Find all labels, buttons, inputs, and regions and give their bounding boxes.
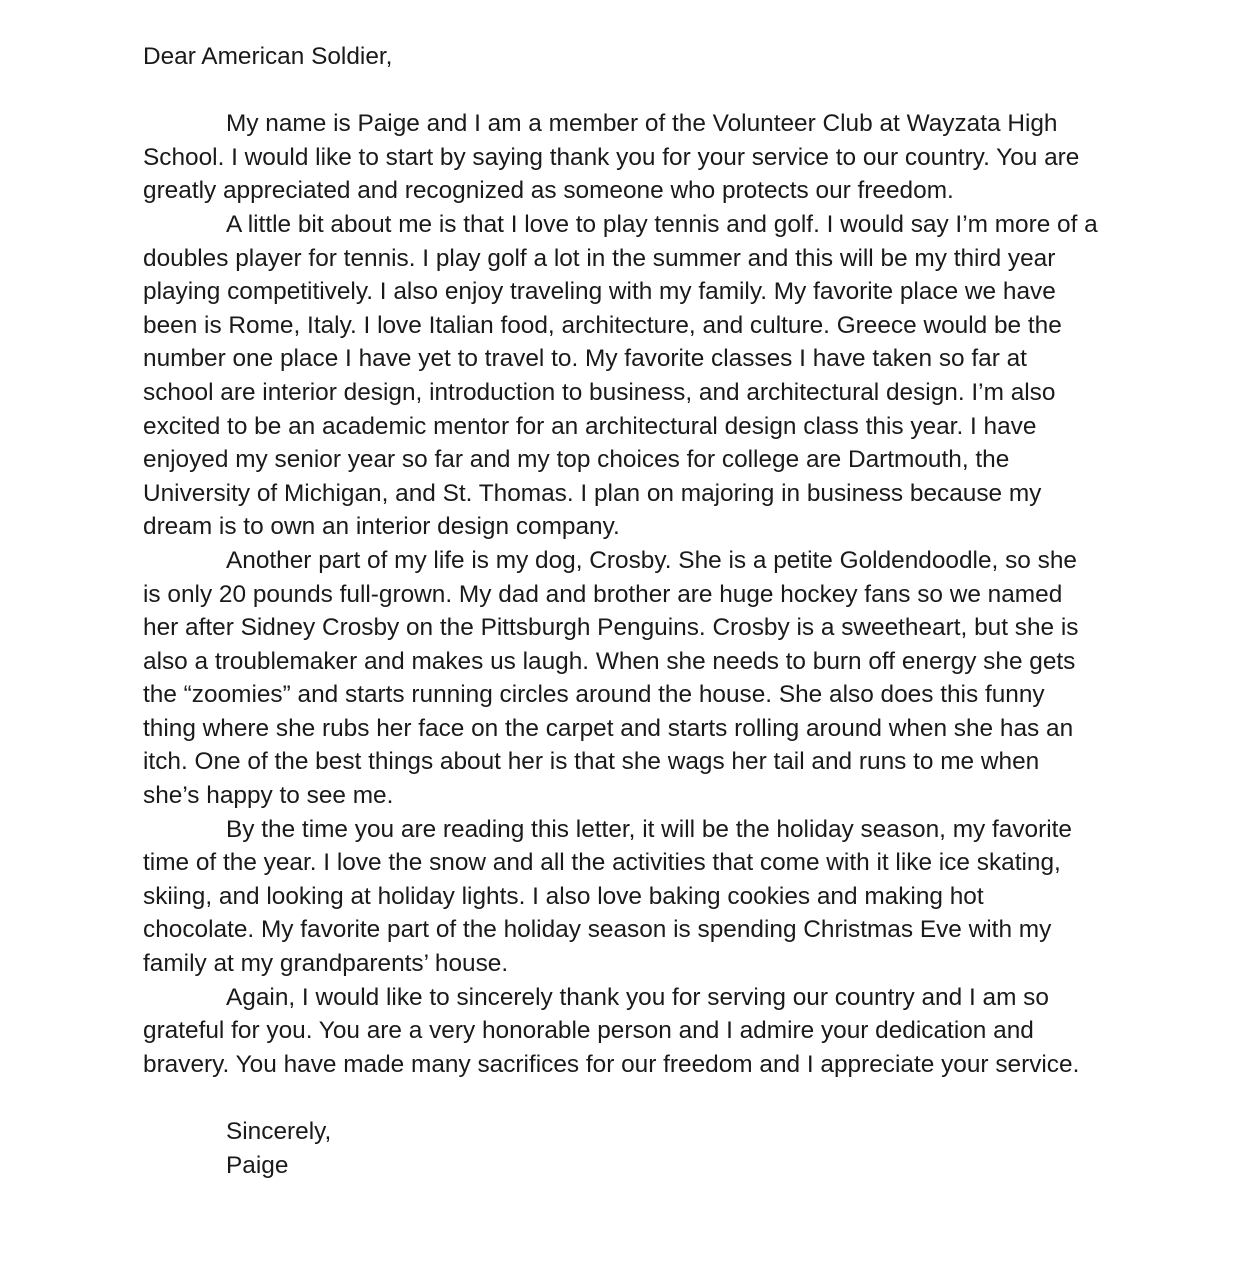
salutation: Dear American Soldier,	[143, 43, 393, 70]
paragraph-dog: Another part of my life is my dog, Crosby. She is a petite Goldendoodle, so she is only 20 pounds full-grown. My dad and brother are huge hockey fans so we named her after Sidney Crosby on the Pittsburgh Penguins. Crosby is a sweetheart, but she is also a troublemaker and makes us laugh. When she needs to burn off energy she gets the “zoomies” and starts running circles around the house. She also does this funny thing where she rubs her face on the carpet and starts rolling around when she has an itch. One of the best things about her is that she wags her tail and runs to me when she’s happy to see me.	[143, 546, 1079, 810]
paragraph-holidays: By the time you are reading this letter, it will be the holiday season, my favorite time of the year. I love the snow and all the activities that come with it like ice skating, skiing, and looking at holiday lights. I also love baking cookies and making hot chocolate. My favorite part of the holiday season is spending Christmas Eve with my family at my grandparents’ house.	[143, 815, 1072, 978]
letter-page	[143, 40, 1099, 1182]
paragraph-introduction: My name is Paige and I am a member of the Volunteer Club at Wayzata High School. I would like to start by saying thank you for your service to our country. You are greatly appreciated and recognized as someone who protects our freedom.	[143, 110, 1080, 205]
letter-closing	[143, 1115, 1099, 1182]
signature-name: Paige	[226, 1151, 289, 1179]
closing-phrase: Sincerely,	[226, 1118, 332, 1145]
paragraph-about-me: A little bit about me is that I love to play tennis and golf. I would say I’m more of a doubles player for tennis. I play golf a lot in the summer and this will be my third year playing competitively. I also enjoy traveling with my family. My favorite place we have been is Rome, Italy. I love Italian food, architecture, and culture. Greece would be the number one place I have yet to travel to. My favorite classes I have taken so far at school are interior design, introduction to business, and architectural design. I’m also excited to be an academic mentor for an architectural design class this year. I have enjoyed my senior year so far and my top choices for college are Dartmouth, the University of Michigan, and St. Thomas. I plan on majoring in business because my dream is to own an interior design company.	[143, 210, 1098, 541]
paragraph-thanks: Again, I would like to sincerely thank you for serving our country and I am so grateful for you. You are a very honorable person and I admire your dedication and bravery. You have made many sacrifices for our freedom and I appreciate your service.	[143, 983, 1080, 1078]
